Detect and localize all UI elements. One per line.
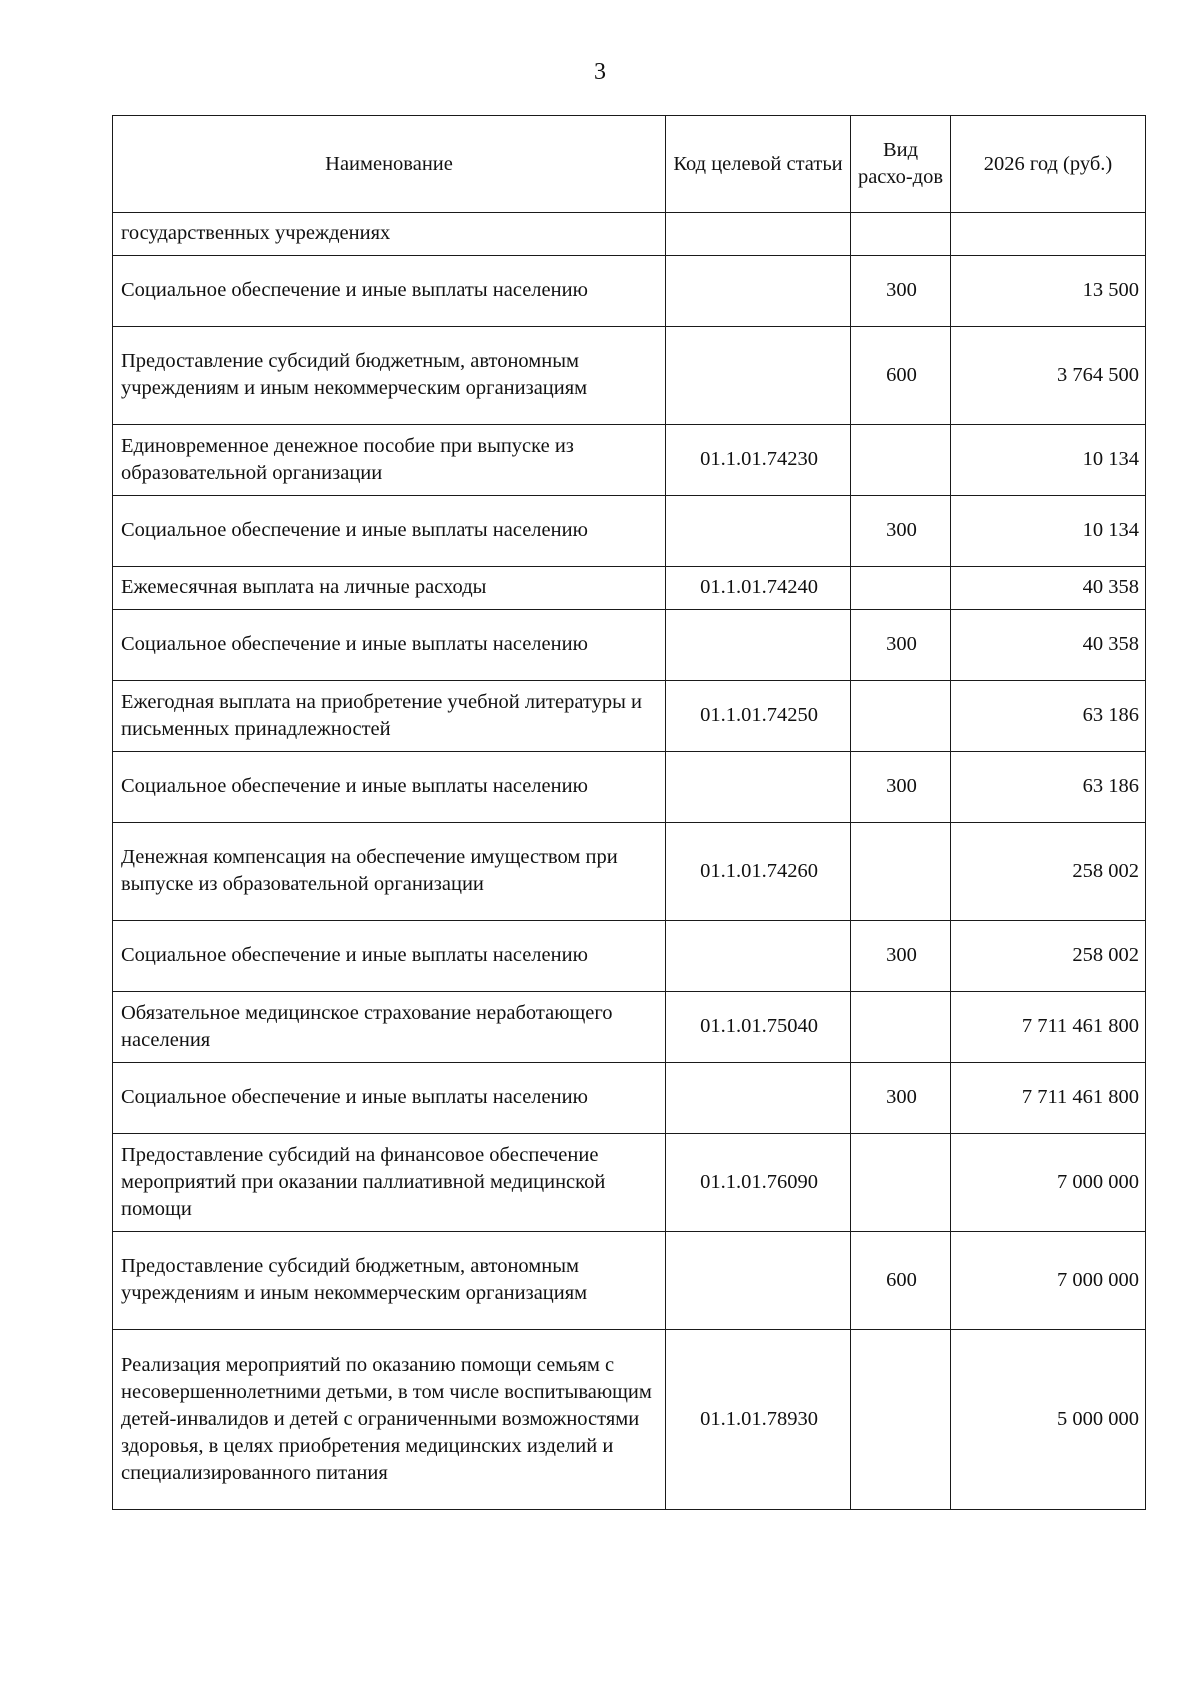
row-type: 300 — [851, 610, 951, 681]
row-sum: 7 000 000 — [951, 1232, 1146, 1330]
row-name: Ежегодная выплата на приобретение учебной литературы и письменных принадлежностей — [113, 681, 666, 752]
row-code — [666, 752, 851, 823]
table-row — [113, 213, 1146, 256]
row-type — [851, 567, 951, 610]
row-sum: 63 186 — [951, 752, 1146, 823]
row-name: Обязательное медицинское страхование неработающего населения — [113, 992, 666, 1063]
row-name: Предоставление субсидий бюджетным, автономным учреждениям и иным некоммерческим организациям — [113, 1232, 666, 1330]
row-sum: 63 186 — [951, 681, 1146, 752]
table-row — [113, 256, 1146, 327]
table-row — [113, 823, 1146, 921]
row-type — [851, 1134, 951, 1232]
row-type: 300 — [851, 752, 951, 823]
row-sum: 3 764 500 — [951, 327, 1146, 425]
row-code: 01.1.01.75040 — [666, 992, 851, 1063]
row-name: Социальное обеспечение и иные выплаты населению — [113, 1063, 666, 1134]
header-year-2026: 2026 год (руб.) — [951, 116, 1146, 213]
table-row — [113, 425, 1146, 496]
table-row — [113, 1063, 1146, 1134]
table-row — [113, 567, 1146, 610]
row-type — [851, 681, 951, 752]
row-name: Денежная компенсация на обеспечение имуществом при выпуске из образовательной организации — [113, 823, 666, 921]
row-name: Социальное обеспечение и иные выплаты населению — [113, 921, 666, 992]
row-name: Социальное обеспечение и иные выплаты населению — [113, 256, 666, 327]
table-row — [113, 921, 1146, 992]
row-code: 01.1.01.76090 — [666, 1134, 851, 1232]
row-sum: 5 000 000 — [951, 1330, 1146, 1510]
table-row — [113, 752, 1146, 823]
row-type: 300 — [851, 496, 951, 567]
row-code — [666, 921, 851, 992]
table-header-row — [113, 116, 1146, 213]
row-sum: 7 711 461 800 — [951, 1063, 1146, 1134]
budget-table — [112, 115, 1146, 1510]
row-name: государственных учреждениях — [113, 213, 666, 256]
row-name: Социальное обеспечение и иные выплаты населению — [113, 496, 666, 567]
row-sum: 258 002 — [951, 823, 1146, 921]
row-code — [666, 256, 851, 327]
header-name: Наименование — [113, 116, 666, 213]
row-type — [851, 823, 951, 921]
row-code — [666, 327, 851, 425]
row-name: Ежемесячная выплата на личные расходы — [113, 567, 666, 610]
row-type: 600 — [851, 327, 951, 425]
row-sum — [951, 213, 1146, 256]
table-row — [113, 681, 1146, 752]
table-row — [113, 496, 1146, 567]
row-sum: 258 002 — [951, 921, 1146, 992]
row-sum: 40 358 — [951, 610, 1146, 681]
row-sum: 13 500 — [951, 256, 1146, 327]
header-expense-type: Вид расхо-дов — [851, 116, 951, 213]
row-sum: 7 711 461 800 — [951, 992, 1146, 1063]
row-code — [666, 213, 851, 256]
row-code: 01.1.01.74250 — [666, 681, 851, 752]
row-type — [851, 992, 951, 1063]
row-type: 300 — [851, 921, 951, 992]
header-target-code: Код целевой статьи — [666, 116, 851, 213]
row-code — [666, 496, 851, 567]
row-type: 600 — [851, 1232, 951, 1330]
row-code — [666, 1063, 851, 1134]
page-number: 3 — [594, 59, 606, 85]
row-code: 01.1.01.74260 — [666, 823, 851, 921]
row-sum: 10 134 — [951, 496, 1146, 567]
row-code: 01.1.01.78930 — [666, 1330, 851, 1510]
row-code: 01.1.01.74240 — [666, 567, 851, 610]
row-name: Реализация мероприятий по оказанию помощи семьям с несовершеннолетними детьми, в том числе воспитывающим детей-инвалидов и детей с ограниченными возможностями здоровья, в целях приобретения медицинских изделий и специализированного питания — [113, 1330, 666, 1510]
row-sum: 40 358 — [951, 567, 1146, 610]
row-name: Предоставление субсидий на финансовое обеспечение мероприятий при оказании паллиативной медицинской помощи — [113, 1134, 666, 1232]
row-sum: 10 134 — [951, 425, 1146, 496]
row-sum: 7 000 000 — [951, 1134, 1146, 1232]
row-code — [666, 1232, 851, 1330]
row-code — [666, 610, 851, 681]
table-row — [113, 610, 1146, 681]
row-name: Предоставление субсидий бюджетным, автономным учреждениям и иным некоммерческим организациям — [113, 327, 666, 425]
table-row — [113, 1330, 1146, 1510]
row-type — [851, 425, 951, 496]
row-type: 300 — [851, 256, 951, 327]
row-code: 01.1.01.74230 — [666, 425, 851, 496]
row-type — [851, 1330, 951, 1510]
table-row — [113, 992, 1146, 1063]
table-row — [113, 1134, 1146, 1232]
row-name: Единовременное денежное пособие при выпуске из образовательной организации — [113, 425, 666, 496]
table-row — [113, 1232, 1146, 1330]
row-name: Социальное обеспечение и иные выплаты населению — [113, 610, 666, 681]
table-row — [113, 327, 1146, 425]
row-name: Социальное обеспечение и иные выплаты населению — [113, 752, 666, 823]
row-type: 300 — [851, 1063, 951, 1134]
row-type — [851, 213, 951, 256]
